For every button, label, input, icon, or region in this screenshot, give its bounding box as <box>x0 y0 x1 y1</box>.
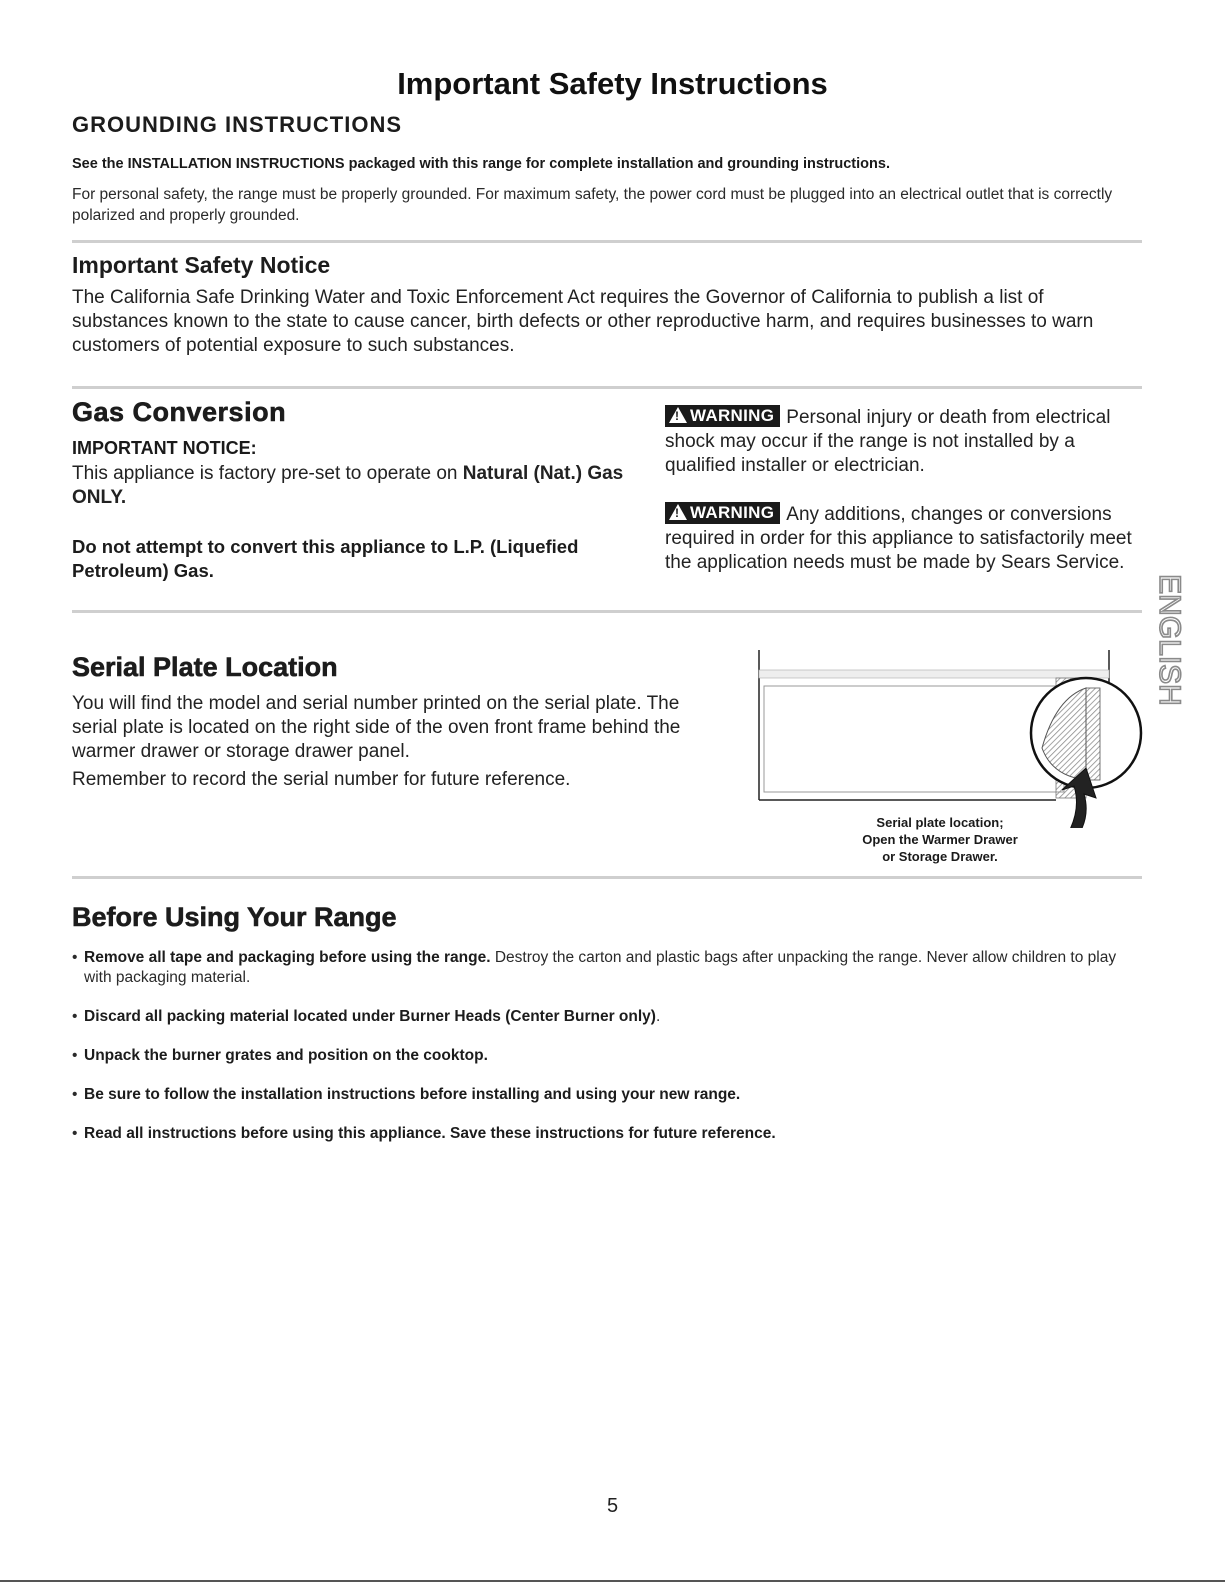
grounding-heading: GROUNDING INSTRUCTIONS <box>72 112 402 137</box>
warning-block-2 <box>665 502 1145 575</box>
safety-notice-body: The California Safe Drinking Water and Toxic Enforcement Act requires the Governor of California to publish a list of substances known to the state to cause cancer, birth defects or other reproductive harm, and requires businesses to warn customers of potential exposure to such substances. <box>72 287 1094 356</box>
warning-triangle-icon <box>669 504 687 520</box>
gas-conversion-warning: Do not attempt to convert this appliance to L.P. (Liquefied Petroleum) Gas. <box>72 536 579 581</box>
before-using-heading: Before Using Your Range <box>72 902 397 932</box>
warning-block-1 <box>665 405 1145 478</box>
important-notice-label: IMPORTANT NOTICE: <box>72 438 257 458</box>
page-title: Important Safety Instructions <box>397 66 828 101</box>
divider <box>72 240 1142 243</box>
page-bottom-border <box>0 1580 1225 1582</box>
list-item <box>72 948 1147 988</box>
safety-notice-heading: Important Safety Notice <box>72 252 331 278</box>
list-item-bold: Read all instructions before using this appliance. Save these instructions for future reference. <box>84 1125 776 1142</box>
list-item-bold: Unpack the burner grates and position on the cooktop. <box>84 1047 488 1064</box>
list-item-bold: Remove all tape and packaging before using the range. <box>84 949 491 966</box>
warning-badge-label: WARNING <box>690 406 775 425</box>
warning-text: Personal injury or death from electrical shock may occur if the range is not installed by a qualified installer or electrician. <box>665 407 1111 476</box>
serial-plate-reminder: Remember to record the serial number for future reference. <box>72 769 571 790</box>
gas-body-bold: Natural (Nat.) Gas ONLY. <box>72 463 624 508</box>
list-item <box>72 1085 1147 1105</box>
list-item-text: . <box>655 1008 661 1025</box>
caption-line: or Storage Drawer. <box>882 849 998 864</box>
gas-body-prefix: This appliance is factory pre-set to operate on <box>72 463 463 484</box>
serial-plate-caption <box>820 814 1060 865</box>
warning-triangle-icon <box>669 407 687 423</box>
list-item <box>72 1007 1147 1027</box>
before-using-list <box>72 948 1147 1163</box>
warning-badge <box>665 502 780 524</box>
gas-conversion-body <box>72 462 632 510</box>
serial-plate-diagram <box>756 648 1146 828</box>
divider <box>72 876 1142 879</box>
list-item-bold: Discard all packing material located under Burner Heads (Center Burner only) <box>84 1008 656 1025</box>
caption-line: Open the Warmer Drawer <box>862 832 1018 847</box>
list-item-text: Destroy the carton and plastic bags after unpacking the range. Never allow children to play with packaging material. <box>84 949 1117 986</box>
caption-line: Serial plate location; <box>876 815 1004 830</box>
warning-badge <box>665 405 780 427</box>
warning-text: Any additions, changes or conversions required in order for this appliance to satisfactorily meet the application needs must be made by Sears Service. <box>665 504 1132 573</box>
divider <box>72 610 1142 613</box>
list-item <box>72 1046 1147 1066</box>
serial-plate-heading: Serial Plate Location <box>72 652 338 682</box>
page-number: 5 <box>606 1495 619 1517</box>
list-item-bold: Be sure to follow the installation instructions before installing and using your new range. <box>84 1086 741 1103</box>
serial-plate-body: You will find the model and serial number printed on the serial plate. The serial plate is located on the right side of the oven front frame behind the warmer drawer or storage drawer panel. <box>72 693 681 762</box>
grounding-body: For personal safety, the range must be properly grounded. For maximum safety, the power cord must be plugged into an electrical outlet that is correctly polarized and properly grounded. <box>72 186 1113 224</box>
gas-conversion-heading: Gas Conversion <box>72 397 287 427</box>
divider <box>72 386 1142 389</box>
side-tab-label: ENGLISH <box>1153 574 1187 706</box>
warning-badge-label: WARNING <box>690 503 775 522</box>
grounding-bold-line: See the INSTALLATION INSTRUCTIONS packaged with this range for complete installation and grounding instructions. <box>72 156 890 172</box>
list-item <box>72 1124 1147 1144</box>
english-side-tab <box>1148 570 1188 710</box>
